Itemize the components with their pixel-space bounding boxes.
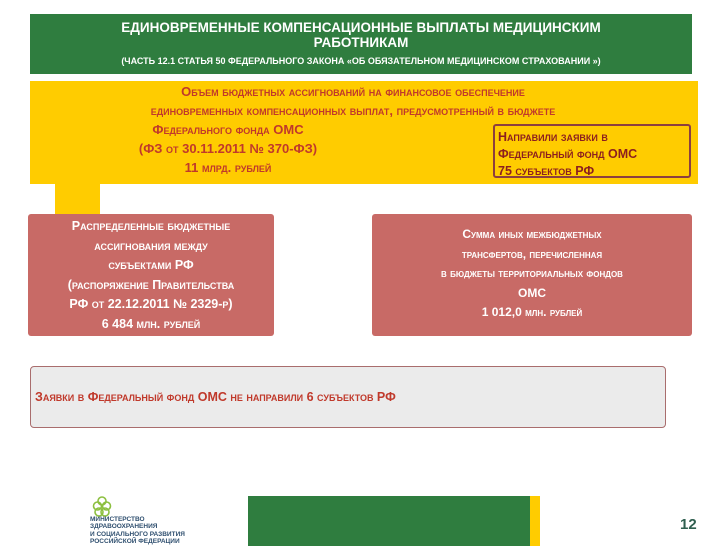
ministry-line3: И СОЦИАЛЬНОГО РАЗВИТИЯ — [90, 530, 185, 538]
header-title-line1: ЕДИНОВРЕМЕННЫЕ КОМПЕНСАЦИОННЫЕ ВЫПЛАТЫ МЕДИЦИНСКИМ — [121, 20, 601, 35]
left-line4: (распоряжение Правительства — [67, 277, 235, 292]
page-number: 12 — [680, 516, 697, 533]
budget-line5: 11 млрд. рублей — [184, 160, 272, 175]
not-applied-box: Заявки в Федеральный фонд ОМС не направили 6 субъектов РФ — [30, 366, 666, 428]
right-line3: в бюджеты территориальных фондов — [441, 266, 623, 280]
ministry-logo — [70, 496, 230, 546]
left-line5: РФ от 22.12.2011 № 2329-р) — [69, 297, 233, 311]
ministry-line2: ЗДРАВООХРАНЕНИЯ — [90, 523, 158, 531]
applied-line1: Направили заявки в — [498, 130, 608, 144]
right-line4: ОМС — [518, 285, 546, 300]
interbudget-transfers-box — [372, 214, 692, 336]
footer-green-stripe — [248, 496, 530, 546]
budget-line2: единовременных компенсационных выплат, предусмотренный в бюджете — [150, 103, 556, 118]
budget-line1: Объем бюджетных ассигнований на финансовое обеспечение — [181, 84, 525, 99]
footer-yellow-stripe — [530, 496, 540, 546]
budget-line3: Федерального фонда ОМС — [152, 122, 304, 137]
header-title — [30, 14, 692, 50]
header-title-line2: РАБОТНИКАМ — [313, 35, 409, 50]
applied-subjects-box — [493, 124, 691, 178]
left-line3: субъектами РФ — [108, 258, 194, 272]
ministry-line1: МИНИСТЕРСТВО — [90, 516, 145, 523]
right-line5: 1 012,0 млн. рублей — [481, 305, 583, 319]
ministry-line4: РОССИЙСКОЙ ФЕДЕРАЦИИ — [90, 537, 180, 545]
slide-header — [30, 14, 692, 74]
left-line6: 6 484 млн. рублей — [101, 316, 201, 331]
applied-line2: Федеральный фонд ОМС — [498, 147, 638, 161]
header-subtitle: (ЧАСТЬ 12.1 СТАТЬЯ 50 ФЕДЕРАЛЬНОГО ЗАКОНА «ОБ ОБЯЗАТЕЛЬНОМ МЕДИЦИНСКОМ СТРАХОВАНИИ ») — [121, 56, 601, 66]
distributed-allocations-box — [28, 214, 274, 336]
budget-line4: (ФЗ от 30.11.2011 № 370-ФЗ) — [138, 141, 318, 156]
left-line2: ассигнования между — [94, 238, 208, 253]
ministry-name — [90, 516, 185, 545]
right-line2: трансфертов, перечисленная — [461, 246, 603, 261]
left-line1: Распределенные бюджетные — [71, 219, 231, 233]
applied-line3: 75 субъектов РФ — [498, 164, 595, 178]
right-line1: Сумма иных межбюджетных — [462, 227, 602, 241]
